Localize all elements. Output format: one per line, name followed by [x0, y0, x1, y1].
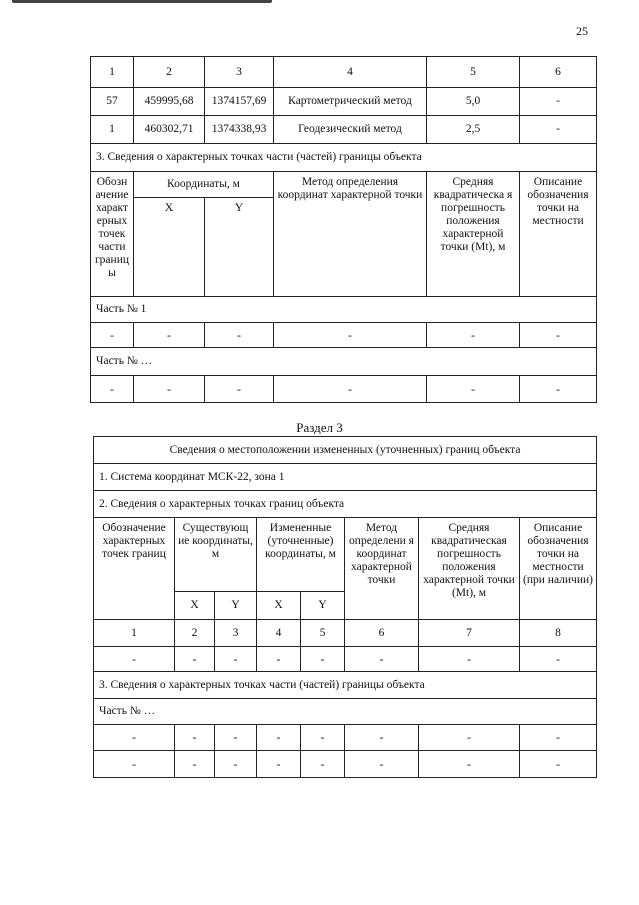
header-coordinates: Координаты, м [134, 172, 274, 198]
header-x: X [134, 198, 205, 297]
header-y: Y [215, 592, 257, 620]
table-cell: - [274, 323, 427, 348]
table-cell: 1 [91, 116, 134, 144]
table-cell: 2 [134, 57, 205, 88]
part-label-row [91, 297, 597, 323]
header-x: X [175, 592, 215, 620]
table-cell: - [134, 323, 205, 348]
table-cell: - [215, 751, 257, 778]
table-cell: - [205, 376, 274, 403]
table-row [91, 88, 597, 116]
table-cell: 4 [274, 57, 427, 88]
table-row [91, 116, 597, 144]
table-cell: 7 [419, 620, 520, 647]
table-cell: - [215, 647, 257, 672]
table-cell: - [301, 751, 345, 778]
points-title-row [94, 491, 597, 518]
table-cell: - [301, 725, 345, 751]
table-cell: 460302,71 [134, 116, 205, 144]
header-method: Метод определени я координат характерной точки [345, 518, 419, 620]
table-cell: 57 [91, 88, 134, 116]
table-cell: 1 [91, 57, 134, 88]
part-label: Часть № 1 [91, 297, 597, 323]
table-cell: - [215, 725, 257, 751]
part-label: Часть № … [94, 699, 597, 725]
table-header-numbers [94, 620, 597, 647]
page-number: 25 [576, 24, 588, 38]
table-cell: Картометрический метод [274, 88, 427, 116]
table-cell: - [175, 647, 215, 672]
table-row [91, 323, 597, 348]
header-changed-coords: Измененные (уточненные) координаты, м [257, 518, 345, 592]
points-title: 2. Сведения о характерных точках границ объекта [94, 491, 597, 518]
header-description: Описание обозначения точки на местности [520, 172, 597, 297]
changed-boundaries-table [93, 436, 597, 778]
header-existing-coords: Существующ ие координаты, м [175, 518, 257, 592]
table-cell: 6 [345, 620, 419, 647]
table-cell: - [301, 647, 345, 672]
header-error: Средняя квадратическая погрешность положения характерной точки (Mt), м [419, 518, 520, 620]
section-3-title: 3. Сведения о характерных точках части (частей) границы объекта [94, 672, 597, 699]
table-cell: 5 [301, 620, 345, 647]
section-title-row [91, 144, 597, 172]
table-cell: 3 [215, 620, 257, 647]
table-cell: - [427, 323, 520, 348]
section-heading: Раздел 3 [296, 420, 343, 435]
table-row [94, 725, 597, 751]
table-cell: - [345, 725, 419, 751]
table-cell: 5,0 [427, 88, 520, 116]
table-cell: - [175, 751, 215, 778]
table-cell: - [175, 725, 215, 751]
table-cell: - [520, 376, 597, 403]
table-cell: 6 [520, 57, 597, 88]
table-cell: 1374157,69 [205, 88, 274, 116]
table-cell: - [520, 751, 597, 778]
table-cell: - [257, 751, 301, 778]
table-cell: - [419, 751, 520, 778]
part-label: Часть № … [91, 348, 597, 376]
table-cell: - [345, 751, 419, 778]
table-cell: - [520, 647, 597, 672]
table-cell: 5 [427, 57, 520, 88]
table-cell: - [274, 376, 427, 403]
table-cell: - [520, 323, 597, 348]
column-header-row [94, 518, 597, 592]
table-cell: - [520, 116, 597, 144]
header-y: Y [205, 198, 274, 297]
table-cell: 459995,68 [134, 88, 205, 116]
coord-system-row [94, 464, 597, 491]
table-header-numbers [91, 57, 597, 88]
header-y: Y [301, 592, 345, 620]
table-cell: - [520, 725, 597, 751]
section-3-title: 3. Сведения о характерных точках части (частей) границы объекта [91, 144, 597, 172]
header-designation: Обозн ачение характ ерных точек части границ ы [91, 172, 134, 297]
coordinates-table-continued [90, 56, 597, 403]
table-cell: - [520, 88, 597, 116]
table-cell: - [257, 647, 301, 672]
table-cell: Геодезический метод [274, 116, 427, 144]
table-cell: - [345, 647, 419, 672]
table-cell: - [91, 323, 134, 348]
table-cell: - [205, 323, 274, 348]
table-row [94, 751, 597, 778]
scan-edge-mark [12, 0, 272, 3]
table-cell: - [419, 725, 520, 751]
table-title-row [94, 437, 597, 464]
table-row [94, 647, 597, 672]
header-designation: Обозначение характерных точек границ [94, 518, 175, 620]
table-title: Сведения о местоположении измененных (уточненных) границ объекта [94, 437, 597, 464]
section-title-row [94, 672, 597, 699]
part-label-row [91, 348, 597, 376]
part-label-row [94, 699, 597, 725]
table-cell: - [94, 647, 175, 672]
header-x: X [257, 592, 301, 620]
table-cell: - [94, 751, 175, 778]
column-header-row [91, 172, 597, 198]
table-cell: 1 [94, 620, 175, 647]
header-error: Средняя квадратическа я погрешность положения характерной точки (Mt), м [427, 172, 520, 297]
table-cell: 8 [520, 620, 597, 647]
header-method: Метод определения координат характерной точки [274, 172, 427, 297]
table-cell: - [134, 376, 205, 403]
table-cell: - [257, 725, 301, 751]
coordinate-system: 1. Система координат МСК-22, зона 1 [94, 464, 597, 491]
table-cell: 2,5 [427, 116, 520, 144]
table-cell: - [94, 725, 175, 751]
table-cell: - [91, 376, 134, 403]
table-cell: - [427, 376, 520, 403]
header-description: Описание обозначения точки на местности (при наличии) [520, 518, 597, 620]
table-cell: 3 [205, 57, 274, 88]
table-cell: 1374338,93 [205, 116, 274, 144]
table-cell: 2 [175, 620, 215, 647]
table-cell: - [419, 647, 520, 672]
table-row [91, 376, 597, 403]
table-cell: 4 [257, 620, 301, 647]
